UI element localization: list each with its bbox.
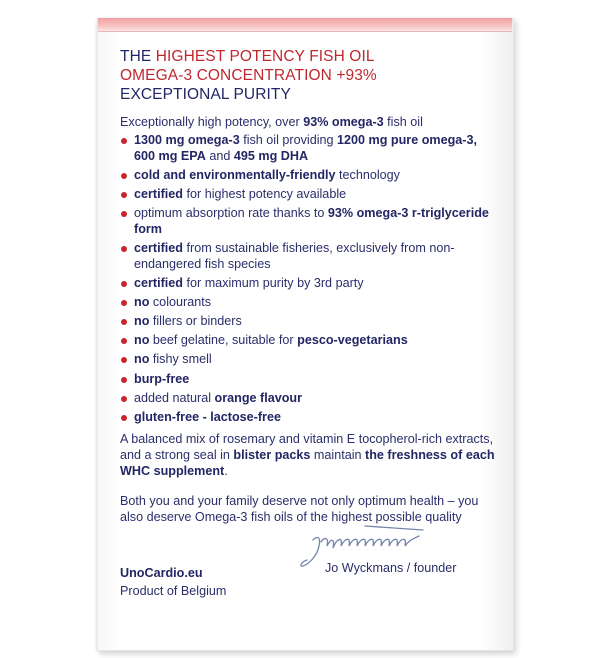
paragraph-text: A balanced mix of rosemary and vitamin E tocopherol-rich extracts, and a strong seal in — [120, 431, 494, 462]
feature-item — [120, 314, 500, 330]
feature-bold-text: certified — [134, 186, 183, 201]
feature-bold-text: certified — [134, 275, 183, 290]
bullet-dot-icon — [121, 300, 127, 306]
quality-paragraph: Both you and your family deserve not only optimum health – you also deserve Omega-3 fish oils of the highest possible quality — [120, 493, 479, 524]
intro-text — [120, 114, 500, 130]
headline-highlight: HIGHEST POTENCY FISH OIL — [155, 48, 375, 65]
headline-line-2: OMEGA-3 CONCENTRATION +93% — [120, 67, 377, 84]
feature-text: beef gelatine, suitable for — [149, 333, 298, 348]
feature-text: from sustainable fisheries, exclusively from non-endangered fish species — [134, 240, 455, 271]
feature-bold-text: gluten-free - lactose-free — [134, 410, 281, 425]
bullet-dot-icon — [121, 281, 127, 287]
feature-text: fishy smell — [149, 352, 212, 367]
feature-bold-text: no — [134, 333, 150, 348]
box-text-content — [120, 47, 500, 525]
feature-text: optimum absorption rate thanks to — [134, 206, 328, 221]
feature-bold-text: burp-free — [134, 371, 190, 386]
feature-bold-text: 495 mg DHA — [233, 148, 309, 163]
founder-caption: Jo Wyckmans / founder — [325, 561, 457, 575]
feature-list — [120, 133, 500, 426]
intro-text-a: Exceptionally high potency, over — [120, 115, 304, 129]
feature-item — [120, 352, 500, 368]
feature-text: fillers or binders — [149, 314, 242, 329]
feature-item — [120, 187, 500, 203]
box-top-edge — [98, 18, 512, 32]
paragraph-text: . — [224, 463, 228, 478]
bullet-dot-icon — [121, 192, 127, 198]
feature-item — [120, 372, 500, 388]
feature-item — [120, 241, 500, 272]
feature-bold-text: no — [134, 352, 150, 367]
feature-text: for maximum purity by 3rd party — [183, 275, 364, 290]
paragraph-text: maintain — [310, 447, 366, 462]
feature-text: colourants — [149, 294, 211, 309]
feature-bold-text: certified — [134, 240, 183, 255]
feature-bold-text: no — [134, 314, 150, 329]
origin-label: Product of Belgium — [120, 584, 227, 598]
intro-bold: 93% omega-3 — [303, 115, 384, 129]
feature-bold-text: 1200 mg pure omega-3, 600 mg EPA — [134, 133, 477, 163]
feature-bold-text: pesco-vegetarians — [297, 333, 408, 348]
headline-prefix: THE — [120, 48, 156, 65]
bullet-dot-icon — [121, 173, 127, 179]
paragraph-bold-text: blister packs — [233, 447, 311, 462]
feature-item — [120, 333, 500, 349]
bullet-dot-icon — [121, 415, 127, 421]
feature-text: added natural — [134, 390, 215, 405]
headline — [120, 47, 500, 104]
feature-bold-text: 1300 mg omega-3 — [134, 133, 240, 147]
paragraph-bold-text: the freshness of each WHC supplement — [120, 447, 495, 478]
feature-bold-text: 93% omega-3 r-triglyceride form — [134, 206, 489, 236]
bullet-dot-icon — [121, 138, 127, 144]
feature-item — [120, 410, 500, 426]
website-label: UnoCardio.eu — [120, 566, 203, 580]
bullet-dot-icon — [121, 377, 127, 383]
feature-item — [120, 391, 500, 407]
feature-bold-text: no — [134, 294, 150, 309]
feature-item — [120, 206, 500, 237]
headline-line-3: EXCEPTIONAL PURITY — [120, 86, 291, 103]
feature-item — [120, 276, 500, 292]
bullet-dot-icon — [121, 211, 127, 217]
headline-line-1 — [120, 47, 500, 66]
feature-bold-text: cold and environmentally-friendly — [134, 167, 336, 182]
feature-text: technology — [335, 167, 400, 182]
feature-item — [120, 133, 500, 164]
feature-text: fish oil providing — [239, 133, 338, 147]
feature-text: and — [205, 148, 234, 163]
freshness-paragraph — [120, 431, 500, 479]
bullet-dot-icon — [121, 246, 127, 252]
intro-text-b: fish oil — [383, 115, 423, 129]
bullet-dot-icon — [121, 357, 127, 363]
bullet-dot-icon — [121, 338, 127, 344]
feature-item — [120, 168, 500, 184]
feature-item — [120, 295, 500, 311]
feature-bold-text: orange flavour — [214, 390, 303, 405]
bullet-dot-icon — [121, 396, 127, 402]
feature-text: for highest potency available — [183, 186, 347, 201]
bullet-dot-icon — [121, 319, 127, 325]
